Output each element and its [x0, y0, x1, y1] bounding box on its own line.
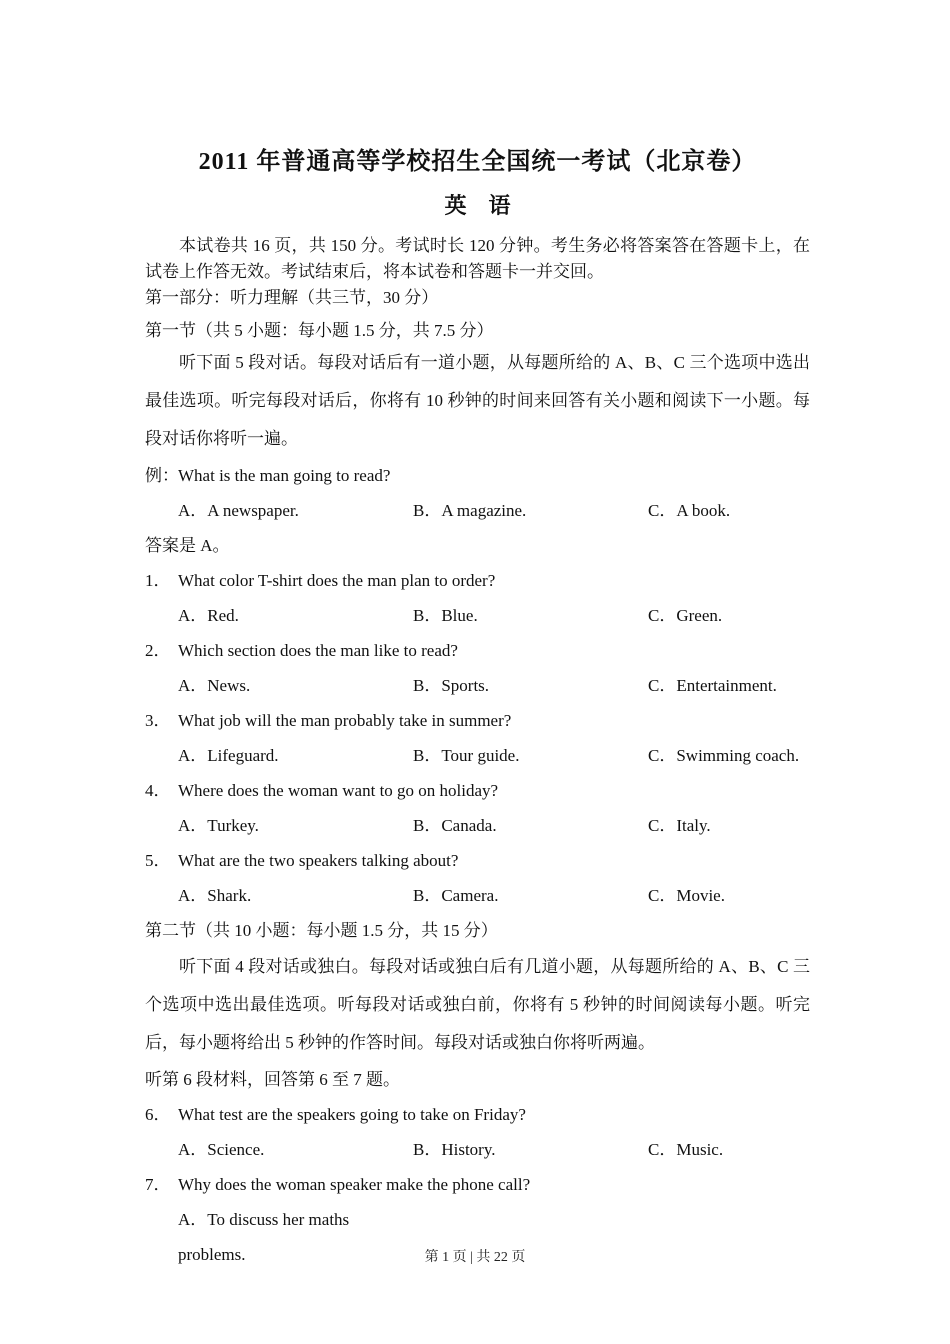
- option-b: B．Sports.: [413, 676, 490, 695]
- question-line: [145, 563, 810, 598]
- page-footer: 第 1 页 | 共 22 页: [424, 1250, 526, 1265]
- question-text: What are the two speakers talking about?: [178, 851, 459, 870]
- option-b: B．Canada.: [413, 816, 497, 835]
- option-c: C．Green.: [648, 606, 723, 625]
- page-subtitle: 英 语: [444, 193, 511, 218]
- example-question-text: What is the man going to read?: [178, 466, 391, 485]
- option-b: B．Camera.: [413, 886, 499, 905]
- option-a: A．Turkey.: [178, 816, 259, 835]
- option-c: C．Movie.: [648, 886, 725, 905]
- question-number: 3．: [145, 711, 171, 730]
- option-c: C．Music.: [648, 1140, 724, 1159]
- question-6: [145, 1097, 810, 1167]
- question-number: 7．: [145, 1175, 171, 1194]
- question-text: Which section does the man like to read?: [178, 641, 458, 660]
- question-number: 1．: [145, 571, 171, 590]
- option-b: B．History.: [413, 1140, 496, 1159]
- question-text: Where does the woman want to go on holiday?: [178, 781, 499, 800]
- question-text: What job will the man probably take in summer?: [178, 711, 512, 730]
- material-6-note: 听第 6 段材料，回答第 6 至 7 题。: [145, 1070, 400, 1089]
- section2-heading: 第二节（共 10 小题：每小题 1.5 分，共 15 分）: [145, 921, 498, 940]
- option-c: C．Entertainment.: [648, 676, 777, 695]
- question-2: [145, 633, 810, 703]
- question-options: [145, 1132, 810, 1167]
- option-a: A．Science.: [178, 1140, 265, 1159]
- question-options: [145, 598, 810, 633]
- section1-heading: 第一节（共 5 小题：每小题 1.5 分，共 7.5 分）: [145, 321, 494, 340]
- example-question: [145, 458, 810, 493]
- option-a: A．To discuss her maths problems.: [178, 1210, 350, 1264]
- question-line: [145, 1167, 810, 1202]
- option-b: B．Blue.: [413, 606, 478, 625]
- question-line: [145, 773, 810, 808]
- example-label: 例：: [145, 466, 179, 485]
- example-answer-note: 答案是 A。: [145, 536, 230, 555]
- question-1: [145, 563, 810, 633]
- option-a: A．Shark.: [178, 886, 252, 905]
- question-line: [145, 633, 810, 668]
- question-options: [145, 738, 810, 773]
- question-number: 2．: [145, 641, 171, 660]
- question-4: [145, 773, 810, 843]
- option-c: C．A book.: [648, 501, 731, 520]
- question-text: What test are the speakers going to take on Friday?: [178, 1105, 526, 1124]
- question-number: 6．: [145, 1105, 171, 1124]
- page-title: 2011 年普通高等学校招生全国统一考试（北京卷）: [198, 149, 757, 175]
- option-a: A．News.: [178, 676, 251, 695]
- option-a: A．Red.: [178, 606, 239, 625]
- question-line: [145, 703, 810, 738]
- question-options: [145, 668, 810, 703]
- option-b: B．Tour guide.: [413, 746, 520, 765]
- page-content: [145, 0, 810, 1272]
- question-options: [145, 878, 810, 913]
- question-number: 4．: [145, 781, 171, 800]
- question-5: [145, 843, 810, 913]
- option-c: C．Swimming coach.: [648, 746, 800, 765]
- option-b: B．A magazine.: [413, 501, 527, 520]
- example-block: [145, 458, 810, 563]
- section2-instructions: 听下面 4 段对话或独白。每段对话或独白后有几道小题，从每题所给的 A、B、C 三个选项中选出最佳选项。听每段对话或独白前，你将有 5 秒钟的时间阅读每小题。听完后，每小题将给出 5 秒钟的作答时间。每段对话或独白你将听两遍。: [145, 957, 810, 1052]
- option-a: A．Lifeguard.: [178, 746, 279, 765]
- section1-instructions: 听下面 5 段对话。每段对话后有一道小题，从每题所给的 A、B、C 三个选项中选出最佳选项。听完每段对话后，你将有 10 秒钟的时间来回答有关小题和阅读下一小题。每段对话你将听一遍。: [145, 353, 810, 448]
- question-options: [145, 808, 810, 843]
- question-line: [145, 1097, 810, 1132]
- option-c: C．Italy.: [648, 816, 711, 835]
- part1-heading: 第一部分：听力理解（共三节，30 分）: [145, 288, 439, 307]
- question-3: [145, 703, 810, 773]
- question-number: 5．: [145, 851, 171, 870]
- intro-paragraph: 本试卷共 16 页，共 150 分。考试时长 120 分钟。考生务必将答案答在答题卡上，在试卷上作答无效。考试结束后，将本试卷和答题卡一并交回。: [145, 236, 810, 281]
- question-text: What color T-shirt does the man plan to order?: [178, 571, 496, 590]
- question-text: Why does the woman speaker make the phone call?: [178, 1175, 531, 1194]
- option-a: A．A newspaper.: [178, 501, 299, 520]
- question-line: [145, 843, 810, 878]
- example-options: [145, 493, 810, 528]
